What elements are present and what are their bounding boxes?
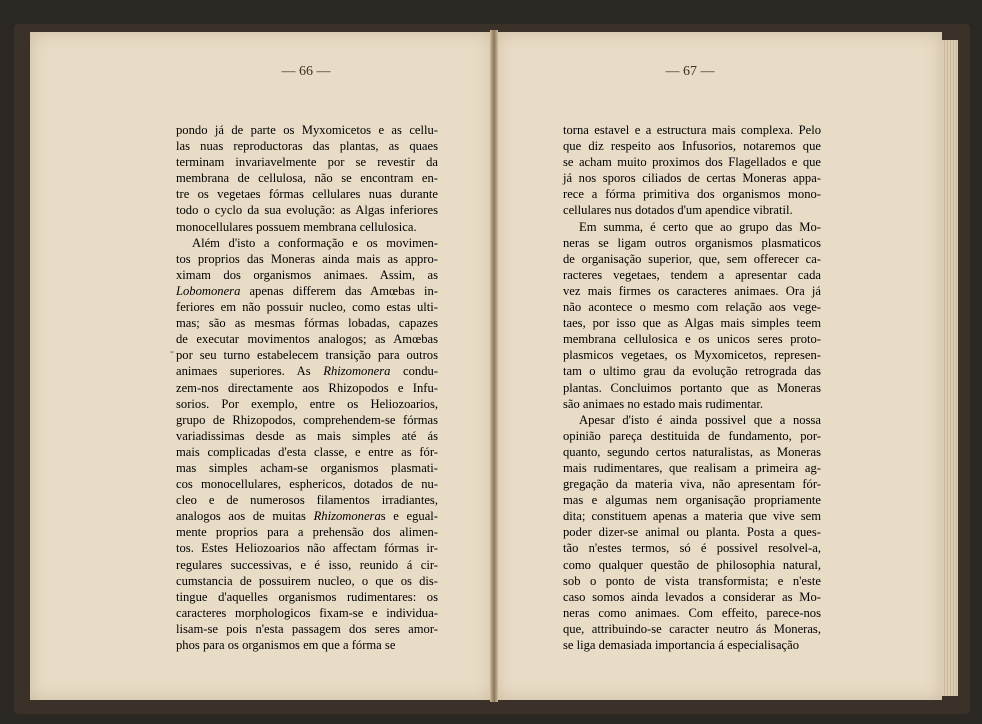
text-line: tre os vegetaes fórmas cellulares nuas durante [176,187,438,202]
text-line: Lobomonera apenas differem das Amœbas in- [176,283,438,298]
text-line: mais complicadas d'esta classe, e entre as fór- [176,444,438,459]
text-line: Além d'isto a conformação e os movimen- [192,235,438,250]
text-line: tingue d'aquelles organismos rudimentares: os [176,589,438,604]
text-line: pondo já de parte os Myxomicetos e as cellu- [176,123,438,137]
text-line: membrana cellulosica e os unicos seres proto- [563,332,821,347]
text-line: racteres vegetaes, tendem a apresentar cada [563,267,821,282]
text-line: plantas. Concluimos portanto que as Moneras [563,380,821,395]
text-line: se liga demasiada importancia á especialisação [563,638,800,652]
text-line: de organisação superior, que, sem offerecer ca- [563,251,821,266]
left-page-number: — 66 — [281,64,331,79]
text-line: mente proprios para a prehensão dos alimen- [176,525,438,540]
text-line: de executar movimentos analogos; as Amœbas [176,332,438,347]
text-line: terminam invariavelmente por se revestir da [176,155,438,170]
text-line: quanto, segundo certos naturalistas, as Moneras [563,444,821,459]
text-line: phos para os organismos em que a fórma se [176,638,396,652]
text-line: por seu turno estabelecem transição para outros [176,348,438,363]
text-line: tos proprios das Moneras ainda mais as appro- [176,251,438,266]
text-line: mas e algumas nem organisação propriamente [563,493,821,508]
text-line: cumstancia de possuirem nucleo, o que os dis- [176,573,438,588]
text-line: Em summa, é certo que ao grupo das Mo- [579,219,821,234]
text-line: se acham muito proximos dos Flagellados e que [563,155,821,170]
text-line: feriores em não possuir nucleo, como estas ulti- [176,300,438,315]
text-line: que, attribuindo-se caracter neutro ás Moneras, [563,621,821,636]
text-line: todo o cyclo da sua evolução: as Algas inferiores [176,203,438,218]
right-page-number: — 67 — [665,64,715,79]
text-line: ximam dos organismos animaes. Assim, as [176,267,438,282]
text-line: poder dizer-se animal ou planta. Posta a ques- [563,525,821,540]
text-line: são animaes no estado mais rudimentar. [563,396,764,411]
text-line: não acontece o mesmo com relação aos vege- [563,300,821,315]
text-line: torna estavel e a estructura mais complexa. Pelo [563,123,821,137]
text-line: como qualquer questão de philosophia natural, [563,557,821,572]
text-line: já nos sporos ciliados de certas Moneras appa- [563,171,821,186]
text-line: regulares successivas, e é isso, reunido á cir- [176,557,438,572]
text-line: cellulares nus dotados d'um apendice vibratil. [563,203,793,218]
text-line: gregação da materia viva, não apresentam fór- [563,477,821,492]
text-line: taes, por isso que as Algas mais simples teem [563,316,821,331]
text-line: opinião pareça destituida de fundamento, por- [563,428,821,443]
text-line: las nuas reproductoras das plantas, as quaes [176,139,438,154]
text-line: Apesar d'isto é ainda possivel que a nossa [579,412,821,427]
text-line: membrana de cellulosa, não se encontram en- [176,171,438,186]
text-line: animaes superiores. As Rhizomonera condu- [176,364,439,379]
text-line: mas simples acham-se organismos plasmati- [176,460,438,475]
text-line: cleo e de numerosos filamentos irradiantes, [176,493,438,508]
text-line: tam o ultimo grau da evolução retrograda das [563,364,821,379]
text-line: caracteres morphologicos fixam-se e individua- [176,605,438,620]
right-page-text [563,122,821,653]
text-line: que diz respeito aos Infusorios, notaremos que [563,139,821,154]
text-line: caso somos ainda levados a considerar as Mo- [563,589,821,604]
text-line: rece a fórma primitiva dos organismos mono- [563,187,821,202]
text-line: neras como animaes. Com effeito, parece-nos [563,605,821,620]
text-line: sob o ponto de vista transformista; e n'este [563,573,821,588]
text-line: tos. Estes Heliozoarios não affectam fórmas ir- [176,541,438,556]
text-line: neras se ligam outros organismos plasmaticos [563,235,821,250]
text-line: grupo de Rhizopodos, comprehendem-se fórmas [176,412,438,427]
text-line: mas; são as mesmas fórmas lobadas, capazes [176,316,438,331]
text-line: mais rudimentares, que realisam a primeira ag- [563,460,821,475]
text-line: analogos aos de muitas Rhizomoneras e egual- [176,509,438,524]
text-line: plasmicos vegetaes, os Myxomicetos, represen- [563,348,821,363]
margin-mark: - [170,344,174,358]
text-line: zem-nos directamente aos Rhizopodos e Infu- [176,380,438,395]
text-line: sorios. Por exemplo, entre os Heliozoarios, [176,396,438,411]
text-line: dita; constituem apenas a materia que vive sem [563,509,821,524]
text-line: monocellulares possuem membrana cellulosica. [176,219,417,234]
text-line: variadissimas desde as mais simples até ás [176,428,438,443]
left-page-text [176,122,438,653]
text-line: tão n'estes termos, só é possivel resolvel-a, [563,541,821,556]
text-line: lisam-se pois n'esta passagem dos seres amor- [176,621,438,636]
text-line: vez mais firmes os caracteres animaes. Ora já [563,283,821,298]
text-line: cos monocellulares, esphericos, dotados de nu- [176,477,438,492]
book-gutter [490,30,498,702]
